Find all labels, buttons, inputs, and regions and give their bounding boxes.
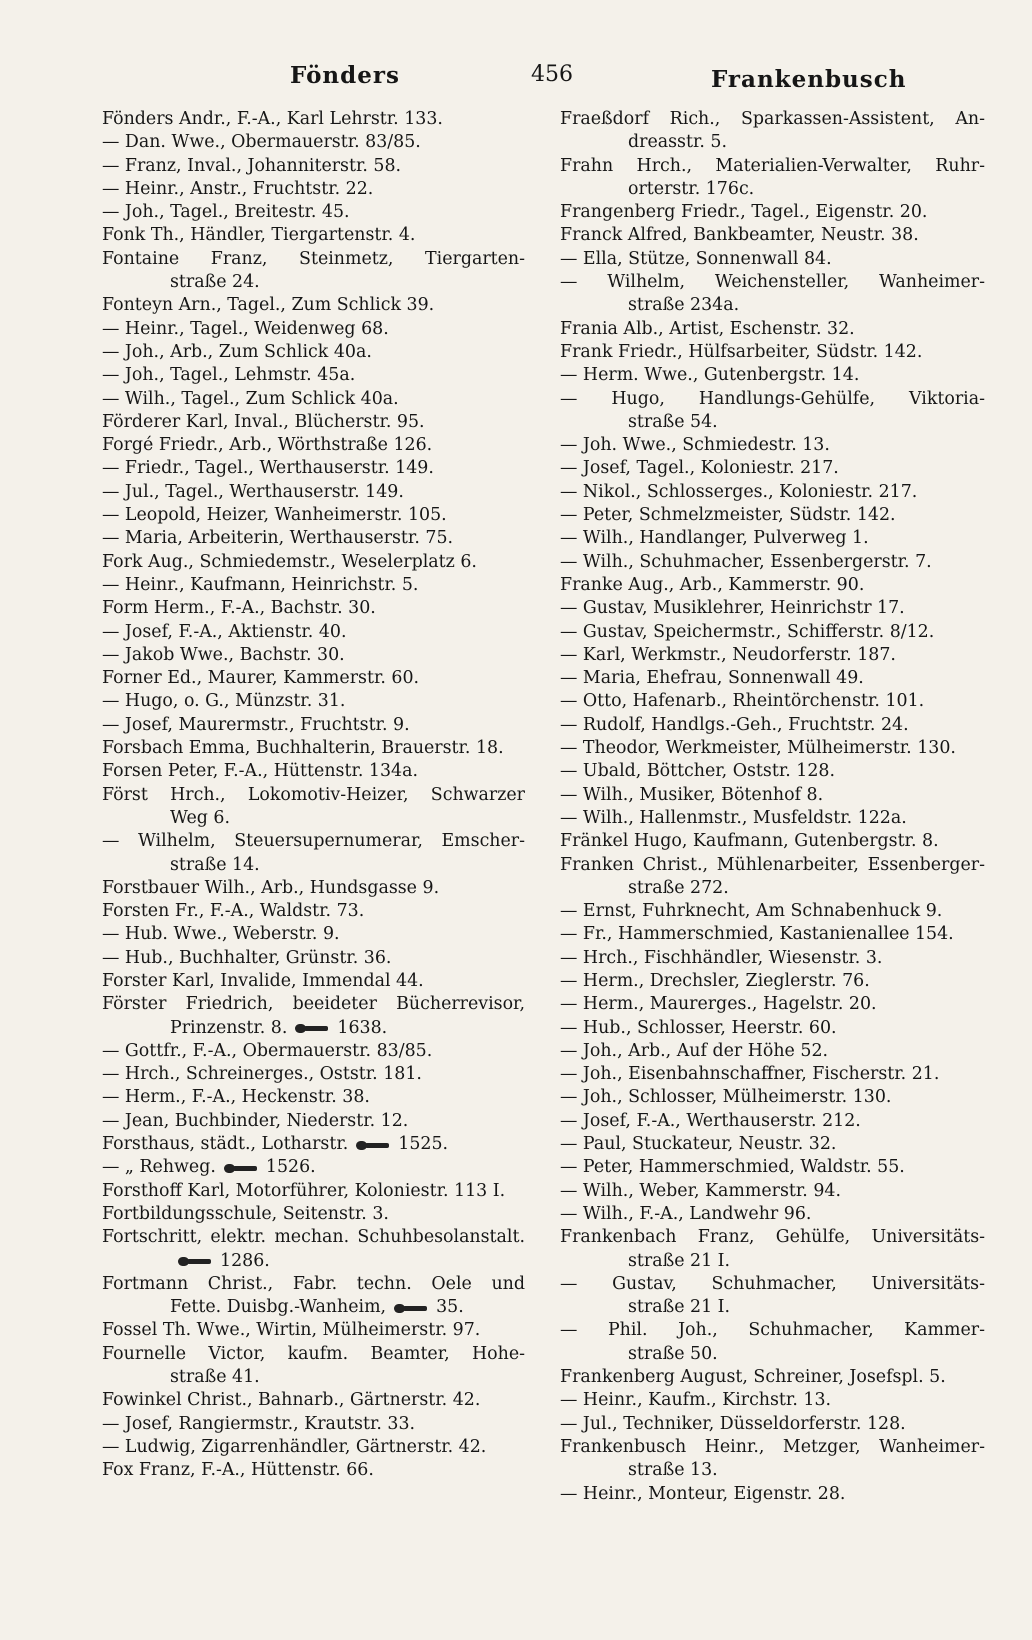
entry-text: — Wilh., Handlanger, Pulverweg 1. <box>560 528 869 549</box>
entry-text: — Hub., Schlosser, Heerstr. 60. <box>560 1017 837 1038</box>
directory-entry-line <box>102 504 525 527</box>
entry-text: — Dan. Wwe., Obermauerstr. 83/85. <box>102 132 421 153</box>
telephone-number: 1638. <box>337 1017 388 1038</box>
directory-entry-line <box>102 1296 525 1319</box>
directory-entry-line <box>102 690 525 713</box>
directory-entry-line <box>560 178 985 201</box>
entry-text: — Wilh., Weber, Kammerstr. 94. <box>560 1180 841 1201</box>
directory-entry-line <box>102 318 525 341</box>
directory-entry-line <box>560 854 985 877</box>
directory-entry-line <box>560 155 985 178</box>
directory-entry-line <box>102 155 525 178</box>
directory-entry-line <box>560 294 985 317</box>
entry-text: Frania Alb., Artist, Eschenstr. 32. <box>560 318 855 339</box>
directory-entry-line <box>560 923 985 946</box>
entry-text: — Joh., Schlosser, Mülheimerstr. 130. <box>560 1087 892 1108</box>
entry-text: Forsthoff Karl, Motorführer, Koloniestr. 113 I. <box>102 1180 506 1201</box>
directory-entry-line <box>102 271 525 294</box>
entry-text: Forgé Friedr., Arb., Wörthstraße 126. <box>102 435 433 456</box>
directory-entry-line <box>560 551 985 574</box>
directory-entry-line <box>560 784 985 807</box>
entry-text: — Ella, Stütze, Sonnenwall 84. <box>560 248 832 269</box>
directory-entry-line <box>560 224 985 247</box>
entry-text: — Nikol., Schlosserges., Koloniestr. 217. <box>560 481 918 502</box>
entry-text: straße 272. <box>628 877 729 898</box>
directory-entry-line <box>560 993 985 1016</box>
entry-text: Frank Friedr., Hülfsarbeiter, Südstr. 142. <box>560 341 923 362</box>
entry-text: Forster Karl, Invalide, Immendal 44. <box>102 970 424 991</box>
entry-text: Fork Aug., Schmiedemstr., Weselerplatz 6. <box>102 551 477 572</box>
entry-text: — Herm., F.-A., Heckenstr. 38. <box>102 1087 370 1108</box>
entry-text: — Hugo, o. G., Münzstr. 31. <box>102 691 346 712</box>
directory-entry-line <box>560 1436 985 1459</box>
directory-entry-line <box>102 574 525 597</box>
directory-entry-line <box>560 1226 985 1249</box>
directory-entry-line <box>102 900 525 923</box>
directory-entry-line <box>560 1459 985 1482</box>
entry-text: Fortschritt, elektr. mechan. Schuhbesolanstalt. <box>102 1227 525 1248</box>
directory-entry-line <box>560 1110 985 1133</box>
directory-entry-line <box>102 923 525 946</box>
directory-entry-line <box>102 1436 525 1459</box>
directory-entry-line <box>560 108 985 131</box>
entry-text: — Rudolf, Handlgs.-Geh., Fruchtstr. 24. <box>560 714 909 735</box>
directory-entry-line <box>560 690 985 713</box>
directory-entry-line <box>102 108 525 131</box>
entry-text: — Josef, Tagel., Koloniestr. 217. <box>560 458 839 479</box>
entry-text: Fournelle Victor, kaufm. Beamter, Hohe- <box>102 1343 525 1364</box>
directory-entry-line <box>560 1366 985 1389</box>
directory-entry-line <box>102 224 525 247</box>
directory-entry-line <box>102 784 525 807</box>
entry-text: straße 24. <box>170 272 260 293</box>
entry-text: straße 13. <box>628 1460 718 1481</box>
right-column <box>560 108 985 1506</box>
entry-text: — Ludwig, Zigarrenhändler, Gärtnerstr. 42. <box>102 1436 487 1457</box>
directory-entry-line <box>102 714 525 737</box>
entry-text: straße 54. <box>628 411 718 432</box>
page-number: 456 <box>531 62 573 87</box>
telephone-number: 1286. <box>220 1250 270 1271</box>
entry-text: — Paul, Stuckateur, Neustr. 32. <box>560 1134 837 1155</box>
directory-entry-line <box>102 1133 525 1156</box>
entry-text: Frangenberg Friedr., Tagel., Eigenstr. 20. <box>560 202 928 223</box>
entry-text: — Franz, Inval., Johanniterstr. 58. <box>102 155 402 176</box>
directory-entry-line <box>560 1343 985 1366</box>
directory-entry-line <box>560 504 985 527</box>
entry-text: — Hrch., Schreinerges., Oststr. 181. <box>102 1064 422 1085</box>
directory-entry-line <box>102 807 525 830</box>
entry-text: straße 21 I. <box>628 1297 731 1318</box>
directory-entry-line <box>560 900 985 923</box>
entry-text: Förster Friedrich, beeideter Bücherrevisor, <box>102 994 525 1015</box>
directory-entry-line <box>560 597 985 620</box>
directory-entry-line <box>560 947 985 970</box>
directory-entry-line <box>560 434 985 457</box>
directory-entry-line <box>102 248 525 271</box>
directory-entry-line <box>560 201 985 224</box>
entry-text: Fortbildungsschule, Seitenstr. 3. <box>102 1203 389 1224</box>
directory-entry-line <box>102 830 525 853</box>
directory-entry-line <box>560 1413 985 1436</box>
directory-entry-line <box>560 830 985 853</box>
directory-entry-line <box>102 1273 525 1296</box>
directory-entry-line <box>560 388 985 411</box>
directory-entry-line <box>102 1343 525 1366</box>
directory-entry-line <box>560 1296 985 1319</box>
entry-text: Forsthaus, städt., Lotharstr. <box>102 1134 349 1155</box>
header-right-keyword: Frankenbusch <box>711 66 907 93</box>
entry-text: — Wilh., Schuhmacher, Essenbergerstr. 7. <box>560 551 932 572</box>
entry-text: Weg 6. <box>170 807 231 828</box>
page-header <box>0 62 1032 102</box>
entry-text: — Maria, Ehefrau, Sonnenwall 49. <box>560 668 864 689</box>
entry-text: — Joh., Arb., Zum Schlick 40a. <box>102 341 372 362</box>
directory-entry-line <box>102 364 525 387</box>
directory-entry-line <box>560 1133 985 1156</box>
entry-text: Fortmann Christ., Fabr. techn. Oele und <box>102 1273 525 1294</box>
entry-text: — Jul., Techniker, Düsseldorferstr. 128. <box>560 1413 906 1434</box>
entry-text: — Josef, F.-A., Werthauserstr. 212. <box>560 1110 861 1131</box>
directory-entry-line <box>560 1180 985 1203</box>
directory-entry-line <box>560 970 985 993</box>
directory-entry-line <box>102 1389 525 1412</box>
entry-text: straße 21 I. <box>628 1250 731 1271</box>
directory-entry-line <box>102 1110 525 1133</box>
entry-text: — Herm., Drechsler, Zieglerstr. 76. <box>560 970 870 991</box>
entry-text: — Fr., Hammerschmied, Kastanienallee 154. <box>560 924 954 945</box>
directory-entry-line <box>102 1156 525 1179</box>
directory-entry-line <box>102 1203 525 1226</box>
entry-text: — Peter, Schmelzmeister, Südstr. 142. <box>560 505 896 526</box>
directory-entry-line <box>560 527 985 550</box>
directory-entry-line <box>102 481 525 504</box>
entry-text: — Wilhelm, Steuersupernumerar, Emscher- <box>102 831 525 852</box>
directory-entry-line <box>560 457 985 480</box>
entry-text: straße 41. <box>170 1367 260 1388</box>
entry-text: — Karl, Werkmstr., Neudorferstr. 187. <box>560 644 896 665</box>
directory-entry-line <box>560 248 985 271</box>
directory-entry-line <box>560 1086 985 1109</box>
entry-text: — Joh., Tagel., Breitestr. 45. <box>102 202 350 223</box>
entry-text: Franke Aug., Arb., Kammerstr. 90. <box>560 574 865 595</box>
telephone-icon <box>295 1021 331 1035</box>
telephone-number: 1525. <box>398 1134 449 1155</box>
entry-text: — Wilh., Tagel., Zum Schlick 40a. <box>102 388 399 409</box>
entry-text: straße 50. <box>628 1343 718 1364</box>
directory-entry-line <box>102 1063 525 1086</box>
entry-text: — Josef, Rangiermstr., Krautstr. 33. <box>102 1413 416 1434</box>
directory-entry-line <box>102 551 525 574</box>
directory-entry-line <box>560 1319 985 1342</box>
entry-text: — Friedr., Tagel., Werthauserstr. 149. <box>102 458 434 479</box>
entry-text: — Heinr., Anstr., Fruchtstr. 22. <box>102 178 374 199</box>
directory-entry-line <box>102 1250 525 1273</box>
telephone-number: 1526. <box>265 1157 316 1178</box>
directory-entry-line <box>102 341 525 364</box>
directory-entry-line <box>560 364 985 387</box>
entry-text: — Gottfr., F.-A., Obermauerstr. 83/85. <box>102 1040 433 1061</box>
entry-text: — Ubald, Böttcher, Oststr. 128. <box>560 761 836 782</box>
entry-text: — Maria, Arbeiterin, Werthauserstr. 75. <box>102 528 454 549</box>
directory-entry-line <box>102 644 525 667</box>
entry-text: — Wilh., Hallenmstr., Musfeldstr. 122a. <box>560 807 907 828</box>
directory-entry-line <box>102 760 525 783</box>
entry-text: — Leopold, Heizer, Wanheimerstr. 105. <box>102 505 447 526</box>
entry-text: — Joh. Wwe., Schmiedestr. 13. <box>560 435 830 456</box>
telephone-number: 35. <box>436 1297 464 1318</box>
left-column <box>102 108 525 1483</box>
directory-entry-line <box>560 574 985 597</box>
directory-entry-line <box>102 1226 525 1249</box>
entry-text: Fraeßdorf Rich., Sparkassen-Assistent, An- <box>560 109 985 129</box>
telephone-icon <box>178 1254 214 1268</box>
directory-entry-line <box>102 877 525 900</box>
entry-text: — Herm. Wwe., Gutenbergstr. 14. <box>560 365 860 386</box>
telephone-icon <box>394 1301 430 1315</box>
entry-text: — Theodor, Werkmeister, Mülheimerstr. 130. <box>560 738 956 759</box>
directory-entry-line <box>102 1086 525 1109</box>
directory-entry-line <box>102 1459 525 1482</box>
directory-entry-line <box>102 993 525 1016</box>
directory-entry-line <box>560 1203 985 1226</box>
directory-entry-line <box>102 1366 525 1389</box>
entry-text: straße 234a. <box>628 295 740 316</box>
directory-entry-line <box>102 201 525 224</box>
entry-text: — Jakob Wwe., Bachstr. 30. <box>102 644 345 665</box>
directory-entry-line <box>102 411 525 434</box>
entry-text: Franken Christ., Mühlenarbeiter, Essenberger- <box>560 854 985 875</box>
entry-text: — Wilhelm, Weichensteller, Wanheimer- <box>560 272 985 293</box>
directory-entry-line <box>560 1040 985 1063</box>
entry-text: — Hugo, Handlungs-Gehülfe, Viktoria- <box>560 388 985 409</box>
entry-text: Fox Franz, F.-A., Hüttenstr. 66. <box>102 1460 374 1481</box>
entry-text: dreasstr. 5. <box>628 132 727 153</box>
directory-entry-line <box>560 807 985 830</box>
directory-entry-line <box>560 341 985 364</box>
entry-text: Forsen Peter, F.-A., Hüttenstr. 134a. <box>102 761 418 782</box>
directory-entry-line <box>560 131 985 154</box>
directory-entry-line <box>102 667 525 690</box>
entry-text: — Heinr., Tagel., Weidenweg 68. <box>102 318 389 339</box>
entry-text: Fossel Th. Wwe., Wirtin, Mülheimerstr. 97. <box>102 1320 481 1341</box>
entry-text: — Otto, Hafenarb., Rheintörchenstr. 101. <box>560 691 925 712</box>
directory-entry-line <box>102 737 525 760</box>
directory-entry-line <box>102 597 525 620</box>
entry-text: — Peter, Hammerschmied, Waldstr. 55. <box>560 1157 905 1178</box>
entry-text: orterstr. 176c. <box>628 178 755 199</box>
entry-text: — Joh., Tagel., Lehmstr. 45a. <box>102 365 356 386</box>
entry-text: Fowinkel Christ., Bahnarb., Gärtnerstr. 42. <box>102 1390 481 1411</box>
directory-entry-line <box>560 737 985 760</box>
entry-text: — Josef, F.-A., Aktienstr. 40. <box>102 621 347 642</box>
directory-entry-line <box>560 411 985 434</box>
entry-text: — Heinr., Kaufmann, Heinrichstr. 5. <box>102 574 419 595</box>
directory-entry-line <box>102 621 525 644</box>
entry-text: — Gustav, Speichermstr., Schifferstr. 8/12. <box>560 621 935 642</box>
entry-text: Frankenbusch Heinr., Metzger, Wanheimer- <box>560 1436 985 1457</box>
entry-text: Fönders Andr., F.-A., Karl Lehrstr. 133. <box>102 109 443 129</box>
entry-text: Forsten Fr., F.-A., Waldstr. 73. <box>102 901 365 922</box>
directory-entry-line <box>560 1273 985 1296</box>
entry-text: — Hub., Buchhalter, Grünstr. 36. <box>102 947 392 968</box>
directory-entry-line <box>102 527 525 550</box>
directory-entry-line <box>102 854 525 877</box>
entry-text: — Wilh., Musiker, Bötenhof 8. <box>560 784 824 805</box>
entry-text: Forner Ed., Maurer, Kammerstr. 60. <box>102 668 420 689</box>
entry-text: — Heinr., Monteur, Eigenstr. 28. <box>560 1483 846 1504</box>
directory-entry-line <box>102 388 525 411</box>
directory-entry-line <box>560 1063 985 1086</box>
entry-text: Fontaine Franz, Steinmetz, Tiergarten- <box>102 248 525 269</box>
entry-text: Frankenberg August, Schreiner, Josefspl. 5. <box>560 1367 946 1388</box>
directory-entry-line <box>102 178 525 201</box>
entry-text: Form Herm., F.-A., Bachstr. 30. <box>102 598 376 619</box>
directory-entry-line <box>102 294 525 317</box>
entry-text: — Joh., Eisenbahnschaffner, Fischerstr. 21. <box>560 1064 940 1085</box>
directory-entry-line <box>102 1180 525 1203</box>
directory-entry-line <box>560 1017 985 1040</box>
entry-text: — Jul., Tagel., Werthauserstr. 149. <box>102 481 404 502</box>
directory-entry-line <box>560 271 985 294</box>
entry-text: — Joh., Arb., Auf der Höhe 52. <box>560 1040 829 1061</box>
entry-text: — Phil. Joh., Schuhmacher, Kammer- <box>560 1320 985 1341</box>
directory-entry-line <box>560 1389 985 1412</box>
directory-entry-line <box>560 481 985 504</box>
directory-entry-line <box>102 131 525 154</box>
directory-entry-line <box>560 667 985 690</box>
directory-entry-line <box>102 1413 525 1436</box>
entry-text: Först Hrch., Lokomotiv-Heizer, Schwarzer <box>102 784 525 805</box>
directory-entry-line <box>102 457 525 480</box>
entry-text: Prinzenstr. 8. <box>170 1017 288 1038</box>
entry-text: — Gustav, Musiklehrer, Heinrichstr 17. <box>560 598 905 619</box>
entry-text: — Wilh., F.-A., Landwehr 96. <box>560 1203 812 1224</box>
directory-entry-line <box>560 318 985 341</box>
entry-text: Fonteyn Arn., Tagel., Zum Schlick 39. <box>102 295 435 316</box>
entry-text: — Jean, Buchbinder, Niederstr. 12. <box>102 1110 409 1131</box>
directory-entry-line <box>560 714 985 737</box>
entry-text: Franck Alfred, Bankbeamter, Neustr. 38. <box>560 225 919 246</box>
directory-entry-line <box>102 970 525 993</box>
entry-text: — Ernst, Fuhrknecht, Am Schnabenhuck 9. <box>560 901 943 922</box>
directory-entry-line <box>102 947 525 970</box>
telephone-icon <box>356 1138 392 1152</box>
directory-entry-line <box>102 1017 525 1040</box>
entry-text: — Gustav, Schuhmacher, Universitäts- <box>560 1273 985 1294</box>
entry-text: — Hub. Wwe., Weberstr. 9. <box>102 924 340 945</box>
entry-text: — Hrch., Fischhändler, Wiesenstr. 3. <box>560 947 883 968</box>
entry-text: Frankenbach Franz, Gehülfe, Universitäts- <box>560 1227 985 1248</box>
directory-entry-line <box>560 1156 985 1179</box>
directory-entry-line <box>560 760 985 783</box>
entry-text: Förderer Karl, Inval., Blücherstr. 95. <box>102 411 425 432</box>
telephone-icon <box>224 1161 260 1175</box>
entry-text: Forsbach Emma, Buchhalterin, Brauerstr. 18. <box>102 738 504 759</box>
directory-entry-line <box>560 644 985 667</box>
directory-entry-line <box>102 434 525 457</box>
entry-text: Fränkel Hugo, Kaufmann, Gutenbergstr. 8. <box>560 831 939 852</box>
directory-entry-line <box>560 1483 985 1506</box>
directory-entry-line <box>560 1250 985 1273</box>
directory-entry-line <box>560 621 985 644</box>
entry-text: Fonk Th., Händler, Tiergartenstr. 4. <box>102 225 416 246</box>
entry-text: Fette. Duisbg.-Wanheim, <box>170 1297 387 1318</box>
entry-text: Frahn Hrch., Materialien-Verwalter, Ruhr- <box>560 155 985 176</box>
entry-text: straße 14. <box>170 854 260 875</box>
entry-text: — Heinr., Kaufm., Kirchstr. 13. <box>560 1390 832 1411</box>
entry-text: Forstbauer Wilh., Arb., Hundsgasse 9. <box>102 877 440 898</box>
directory-entry-line <box>560 877 985 900</box>
header-left-keyword: Fönders <box>290 62 400 89</box>
directory-entry-line <box>102 1319 525 1342</box>
directory-entry-line <box>102 1040 525 1063</box>
entry-text: — Herm., Maurerges., Hagelstr. 20. <box>560 994 877 1015</box>
entry-text: — Josef, Maurermstr., Fruchtstr. 9. <box>102 714 410 735</box>
entry-text: — „ Rehweg. <box>102 1157 216 1178</box>
